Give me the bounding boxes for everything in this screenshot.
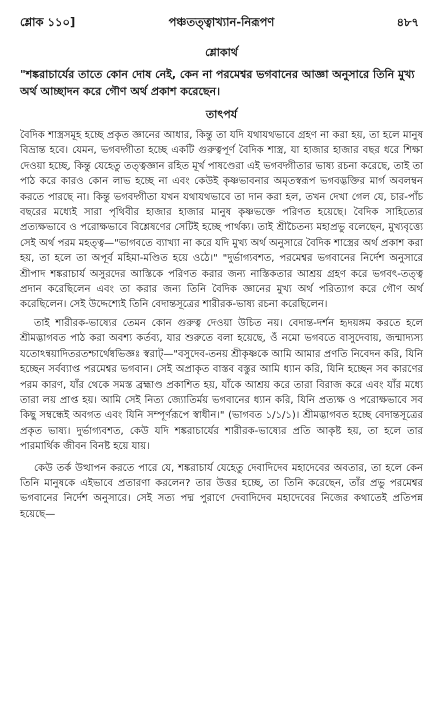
- purport-heading: তাৎপর্য: [205, 108, 238, 121]
- chapter-title: পঞ্চতত্ত্বাখ্যান-নিরূপণ: [168, 15, 275, 29]
- page-number: ৪৮৭: [396, 15, 419, 29]
- purport-paragraph-2: তাই শারীরক-ভাষ্যের তেমন কোন গুরুত্ব দেওয়া উচিত নয়। বেদান্ত-দর্শন হৃদয়ঙ্গম করতে হলে শ্রীমদ্ভাগবত পাঠ করা অবশ্য কর্তব্য, যার শুরুতে বলা হয়েছে, ওঁ নমো ভগবতে বাসুদেবায়, জন্মাদ্যস্য যতোঽন্বয়াদিতরতশ্চার্থেষ্বভিজ্ঞঃ স্বরাট্—"বসুদেব-তনয় শ্রীকৃষ্ণকে আমি আমার প্রণতি নিবেদন করি, যিনি হচ্ছেন সর্বব্যাপ্ত পরমেশ্বর ভগবান। সেই অপ্রাকৃত বাস্তব বস্তুর আমি ধ্যান করি, যিনি হচ্ছেন সব কারণের পরম কারণ, যাঁর থেকে সমস্ত ব্রহ্মাণ্ড প্রকাশিত হয়, যাঁকে আশ্রয় করে তারা বিরাজ করে এবং যাঁর মধ্যে তারা লয় প্রাপ্ত হয়। আমি সেই নিত্য জ্যোতির্ময় ভগবানের ধ্যান করি, যিনি প্রত্যক্ষ ও পরোক্ষভাবে সব কিছু সম্বন্ধেই অবগত এবং যিনি সম্পূর্ণরূপে স্বাধীন।" (ভাগবত ১/১/১)। শ্রীমদ্ভাগবত হচ্ছে বেদান্তসূত্রের প্রকৃত ভাষ্য। দুর্ভাগ্যবশত, কেউ যদি শঙ্করাচার্যের শারীরক-ভাষ্যের প্রতি আকৃষ্ট হয়, তা হলে তার পারমার্থিক জীবন বিনষ্ট হয়ে যায়।: [20, 317, 423, 453]
- purport-paragraph-3: কেউ তর্ক উত্থাপন করতে পারে যে, শঙ্করাচার্য যেহেতু দেবাদিদেব মহাদেবের অবতার, তা হলে কেন তিনি মানুষকে এইভাবে প্রতারণা করলেন? তার উত্তর হচ্ছে, তা তিনি করেছেন, তাঁর প্রভু পরমেশ্বর ভগবানের নির্দেশ অনুসারে। সেই সত্য পদ্ম পুরাণে দেবাদিদেব মহাদেবের নিজের কথাতেই প্রতিপন্ন হয়েছে—: [20, 462, 423, 520]
- translation-text: "শঙ্করাচার্যের তাতে কোন দোষ নেই, কেন না পরমেশ্বর ভগবানের আজ্ঞা অনুসারে তিনি মুখ্য অর্থ আচ্ছাদন করে গৌণ অর্থ প্রকাশ করেছেন।: [20, 68, 415, 98]
- verse-reference: শ্লোক ১১০]: [20, 15, 76, 29]
- purport-paragraph-1: বৈদিক শাস্ত্রসমূহ হচ্ছে প্রকৃত জ্ঞানের আধার, কিন্তু তা যদি যথাযথভাবে গ্রহণ না করা হয়, তা হলে মানুষ বিভ্রান্ত হবে। যেমন, ভগবদ্গীতা হচ্ছে একটি গুরুত্বপূর্ণ বৈদিক শাস্ত্র, যা হাজার হাজার বছর ধরে শিক্ষা দেওয়া হচ্ছে, কিন্তু যেহেতু তত্ত্বজ্ঞান রহিত মূর্খ পাষণ্ডেরা এই ভগবদ্গীতার ভাষ্য রচনা করেছে, তাই তা পাঠ করে কারও কোন লাভ হচ্ছে না এবং কেউই কৃষ্ণভাবনার অমৃতস্বরূপ ভগবদ্ভক্তির মার্গ অবলম্বন করতে পারছে না। কিন্তু ভগবদ্গীতা যখন যথাযথভাবে তা দান করা হল, তখন দেখা গেল যে, চার-পাঁচ বছরের মধ্যেই সারা পৃথিবীর হাজার হাজার মানুষ কৃষ্ণভক্তে পরিণত হয়েছে। বৈদিক সাহিত্যের প্রত্যক্ষভাবে ও পরোক্ষভাবে বিশ্লেষণের সেটিই হচ্ছে পার্থক্য। তাই শ্রীচৈতন্য মহাপ্রভু বলেছেন, মুখ্যবৃত্ত্যে সেই অর্থ পরম মহত্ত্ব—"ভাগবতে ব্যাখ্যা না করে যদি মুখ্য অর্থ অনুসারে বৈদিক শাস্ত্রের অর্থ প্রকাশ করা হয়, তা হলে তা অপূর্ব মহিমা-মণ্ডিত হয়ে ওঠে।" "দুর্ভাগ্যবশত, পরমেশ্বর ভগবানের নির্দেশ অনুসারে শ্রীপাদ শঙ্করাচার্য অসুরদের আস্তিকে পরিণত করার জন্য নাস্তিকতার আশ্রয় গ্রহণ করে ভগবৎ-তত্ত্ব প্রদান করেছিলেন এবং তা করার জন্য তিনি বৈদিক জ্ঞানের মুখ্য অর্থ পরিত্যাগ করে গৌণ অর্থ করেছিলেন। সেই উদ্দেশ্যেই তিনি বেদান্তসূত্রের শারীরক-ভাষ্য রচনা করেছিলেন।: [20, 130, 423, 311]
- translation-heading: শ্লোকার্থ: [205, 46, 238, 59]
- page-header: [20, 0, 423, 40]
